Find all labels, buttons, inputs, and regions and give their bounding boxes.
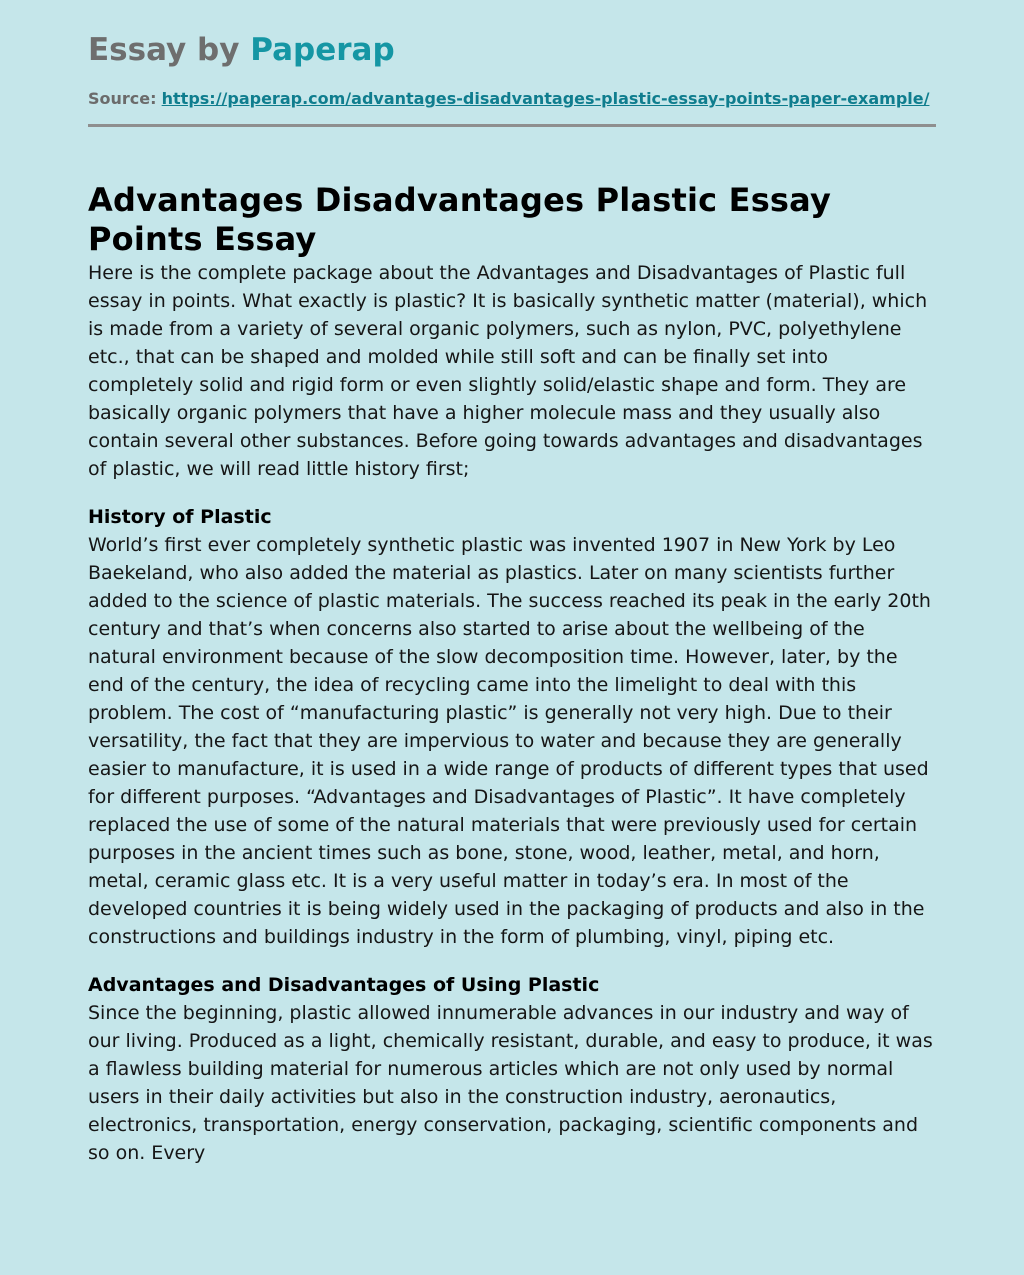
history-paragraph: World’s first ever completely synthetic plastic was invented 1907 in New York by Leo Baekeland, who also added the material as plastics. Later on many scientists further added to the science of plastic materials. The success reached its peak in the early 20th century and that’s when concerns also started to arise about the wellbeing of the natural environment because of the slow decomposition time. However, later, by the end of the century, the idea of recycling came into the limelight to deal with this problem. The cost of “manufacturing plastic” is generally not very high. Due to their versatility, the fact that they are impervious to water and because they are generally easier to manufacture, it is used in a wide range of products of different types that used for different purposes. “Advantages and Disadvantages of Plastic”. It have completely replaced the use of some of the natural materials that were previously used for certain purposes in the ancient times such as bone, stone, wood, leather, metal, and horn, metal, ceramic glass etc. It is a very useful matter in today’s era. In most of the developed countries it is being widely used in the packaging of products and also in the constructions and buildings industry in the form of plumbing, vinyl, piping etc.: [88, 534, 931, 948]
site-brand[interactable]: [88, 30, 936, 70]
page-title: Advantages Disadvantages Plastic Essay Points Essay: [88, 181, 832, 258]
source-link[interactable]: https://paperap.com/advantages-disadvantages-plastic-essay-points-paper-example/: [161, 89, 930, 108]
intro-paragraph: Here is the complete package about the Advantages and Disadvantages of Plastic full essay in points. What exactly is plastic? It is basically synthetic matter (material), which is made from a variety of several organic polymers, such as nylon, PVC, polyethylene etc., that can be shaped and molded while still soft and can be finally set into completely solid and rigid form or even slightly solid/elastic shape and form. They are basically organic polymers that have a higher molecule mass and they usually also contain several other substances. Before going towards advantages and disadvantages of plastic, we will read little history first;: [88, 262, 928, 480]
advantages-heading: Advantages and Disadvantages of Using Plastic: [88, 974, 600, 996]
brand-name: Paperap: [250, 32, 395, 68]
brand-prefix: Essay by: [88, 32, 240, 68]
advantages-paragraph: Since the beginning, plastic allowed innumerable advances in our industry and way of our living. Produced as a light, chemically resistant, durable, and easy to produce, it was a flawless building material for numerous articles which are not only used by normal users in their daily activities but also in the construction industry, aeronautics, electronics, transportation, energy conservation, packaging, scientific components and so on. Every: [88, 1002, 933, 1164]
source-label: Source:: [88, 89, 157, 108]
history-heading: History of Plastic: [88, 506, 272, 528]
header-divider: [88, 124, 936, 127]
source-line: [88, 88, 936, 110]
